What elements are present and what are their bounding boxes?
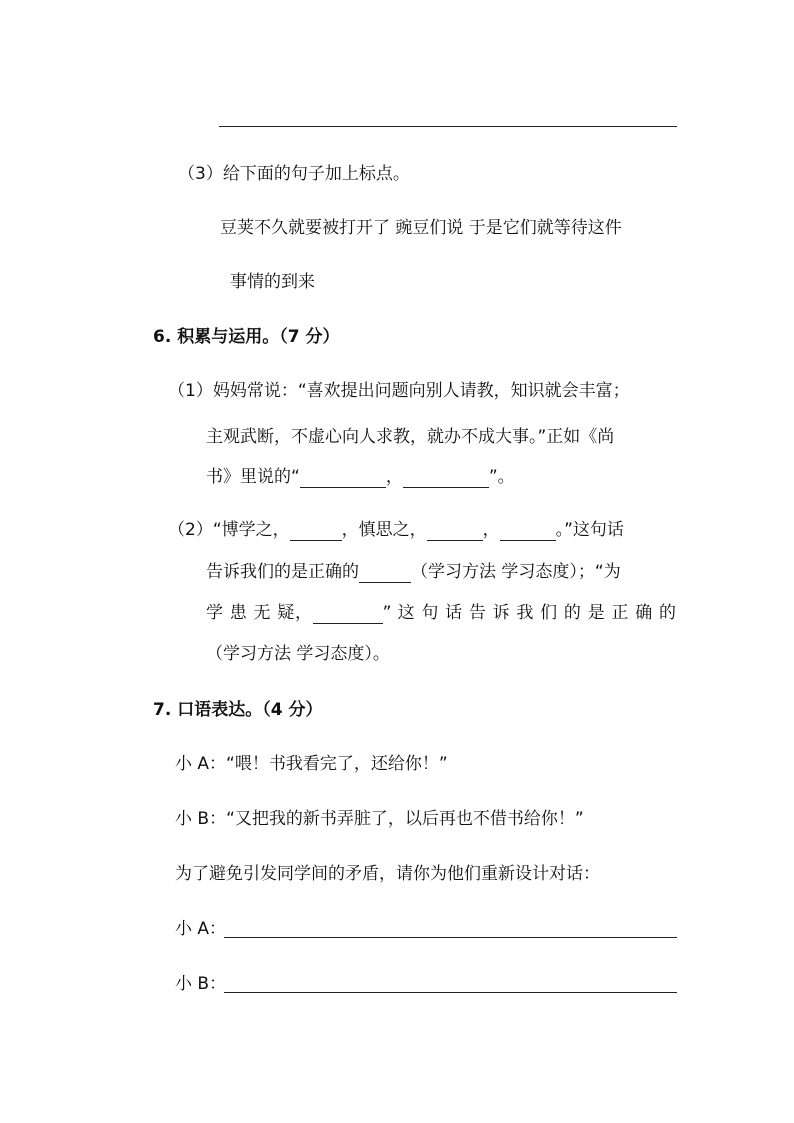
q7-answer-a-label: 小 A： — [175, 919, 227, 939]
q6-part1-line2: 主观武断，不虚心向人求教，就办不成大事。”正如《尚 — [206, 427, 615, 447]
text: ”。 — [488, 467, 515, 487]
q6-part1-line3 — [206, 466, 515, 488]
fill-blank-2[interactable] — [403, 470, 489, 488]
text: ， — [385, 467, 403, 487]
q6-title: 6. 积累与运用。（7 分） — [153, 327, 340, 347]
text: 告诉我们的是正确的 — [206, 562, 359, 582]
text: 学 患 无 疑， — [206, 603, 313, 623]
text: 。”这句话 — [555, 520, 624, 540]
q7-title: 7. 口语表达。（4 分） — [153, 700, 323, 720]
q5-sentence-line1: 豆荚不久就要被打开了 豌豆们说 于是它们就等待这件 — [220, 218, 622, 238]
fill-blank-5[interactable] — [500, 523, 556, 541]
fill-blank-3[interactable] — [290, 523, 342, 541]
text: （学习方法 学习态度）；“为 — [411, 562, 621, 582]
q6-part2-line4: （学习方法 学习态度）。 — [206, 644, 390, 664]
answer-line-top[interactable] — [219, 126, 677, 127]
text: （2）“博学之， — [168, 520, 290, 540]
q6-part2-line2 — [206, 561, 621, 583]
fill-blank-7[interactable] — [313, 606, 383, 624]
q6-part1-line1: （1）妈妈常说：“喜欢提出问题向别人请教，知识就会丰富； — [168, 381, 630, 401]
q7-instruction: 为了避免引发同学间的矛盾，请你为他们重新设计对话： — [175, 864, 600, 884]
q6-part2-line1 — [168, 519, 624, 541]
q7-dialog-a: 小 A：“喂！书我看完了，还给你！” — [175, 754, 448, 774]
q5-sentence-line2: 事情的到来 — [230, 272, 315, 292]
text: 书》里说的“ — [206, 467, 300, 487]
text: ， — [482, 520, 500, 540]
fill-blank-1[interactable] — [300, 470, 386, 488]
answer-line-b[interactable] — [224, 992, 677, 993]
q6-part2-line3 — [206, 602, 676, 624]
q5-part3-label: （3）给下面的句子加上标点。 — [178, 164, 410, 184]
answer-line-a[interactable] — [224, 937, 677, 938]
fill-blank-4[interactable] — [427, 523, 483, 541]
fill-blank-6[interactable] — [359, 565, 411, 583]
q7-dialog-b: 小 B：“又把我的新书弄脏了，以后再也不借书给你！” — [175, 809, 584, 829]
q7-answer-b-label: 小 B： — [175, 974, 227, 994]
text: ” 这 句 话 告 诉 我 们 的 是 正 确 的 — [382, 603, 676, 623]
text: ，慎思之， — [341, 520, 427, 540]
